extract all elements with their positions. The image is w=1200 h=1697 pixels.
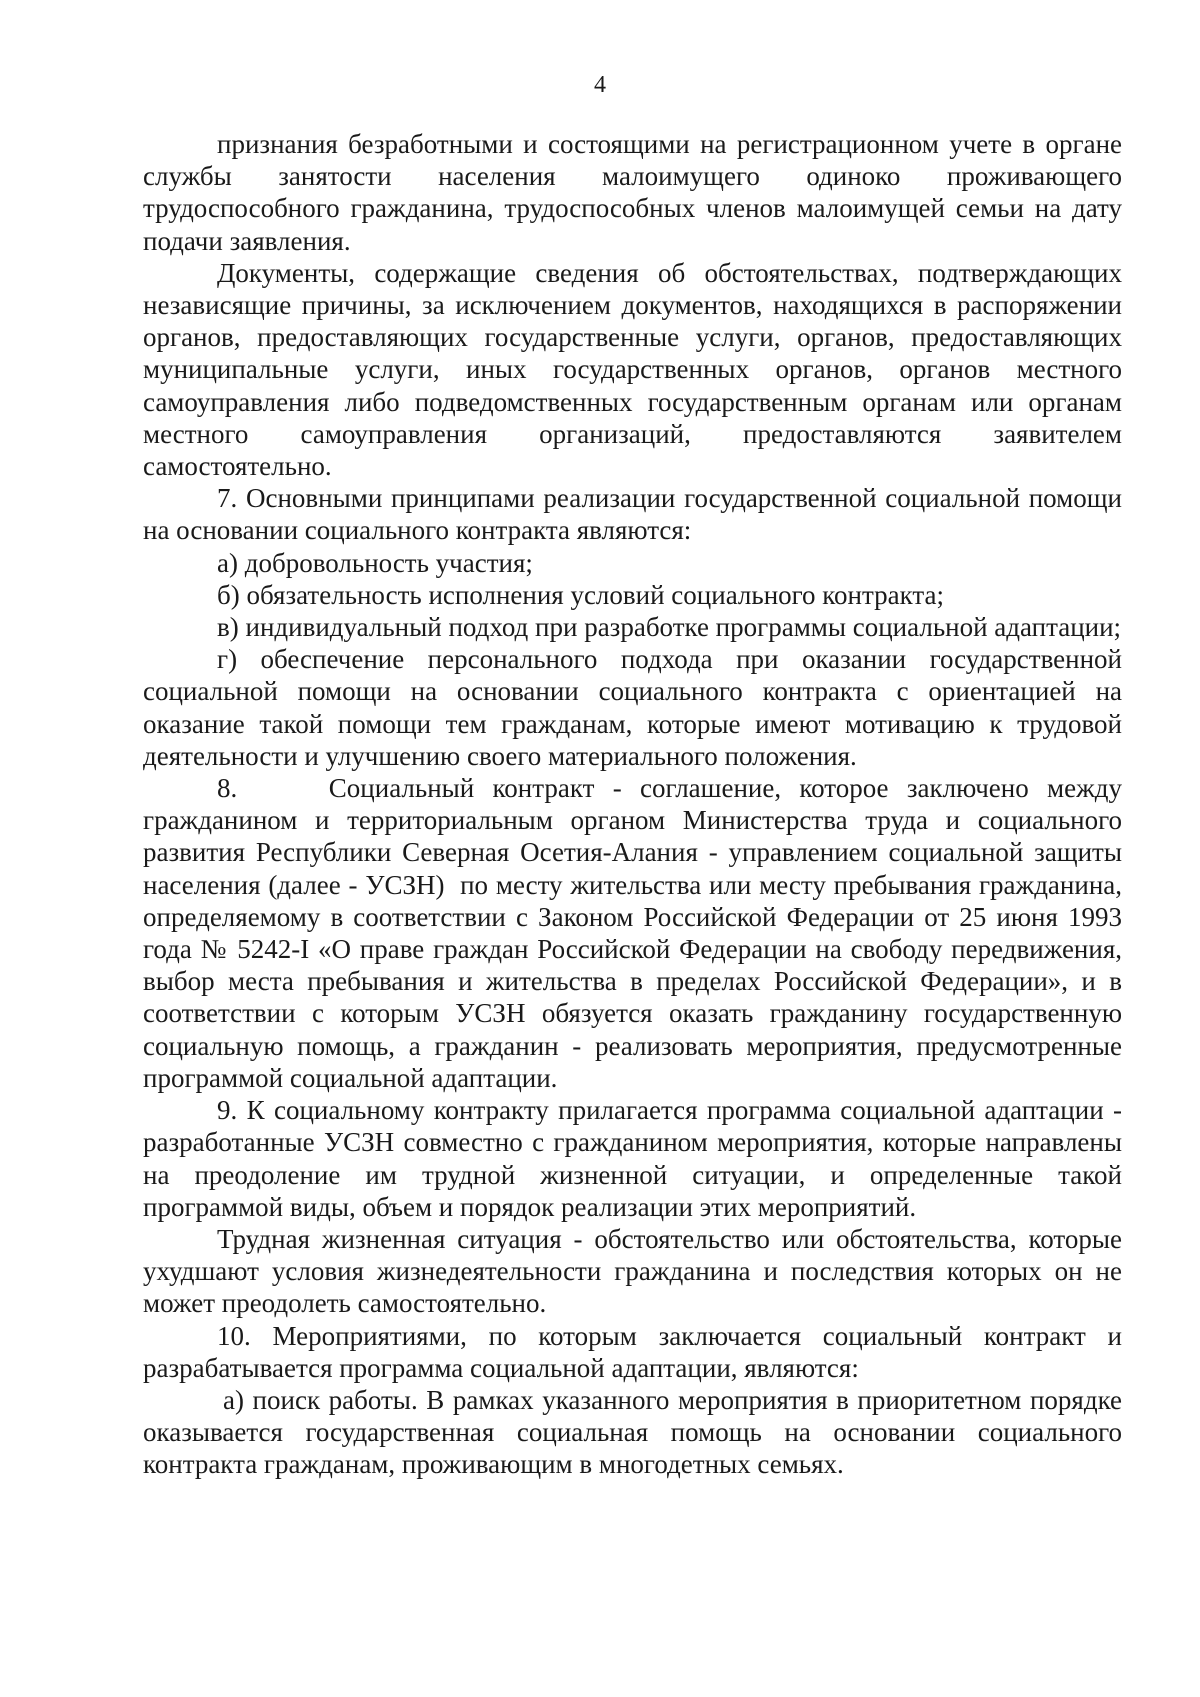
paragraph-difficult-situation: Трудная жизненная ситуация - обстоятельство или обстоятельства, которые ухудшают условия жизнедеятельности гражданина и последствия которых он не может преодолеть самостоятельно. [143,1223,1122,1319]
paragraph-section-7: 7. Основными принципами реализации государственной социальной помощи на основании социального контракта являются: [143,483,1122,546]
paragraph-documents: Документы, содержащие сведения об обстоятельствах, подтверждающих независящие причины, за исключением документов, находящихся в распоряжении органов, предоставляющих государственные услуги, органов, предоставляющих муниципальные услуги, иных государственных органов, органов местного самоуправления либо подведомственных государственным органам или органам местного самоуправления организаций, предоставляются заявителем самостоятельно. [143,257,1122,482]
document-body [143,128,1122,1481]
paragraph-unemployment-registration: признания безработными и состоящими на регистрационном учете в органе службы занятости населения малоимущего одиноко проживающего трудоспособного гражданина, трудоспособных членов малоимущей семьи на дату подачи заявления. [143,129,1122,256]
paragraph-section-9: 9. К социальному контракту прилагается программа социальной адаптации - разработанные УСЗН совместно с гражданином мероприятия, которые направлены на преодоление им трудной жизненной ситуации, и определенные такой программой виды, объем и порядок реализации этих мероприятий. [143,1095,1122,1222]
list-item-10a: а) поиск работы. В рамках указанного мероприятия в приоритетном порядке оказывается государственная социальная помощь на основании социального контракта гражданам, проживающим в многодетных семьях. [143,1384,1122,1480]
list-item-7b: б) обязательность исполнения условий социального контракта; [217,579,944,610]
page-number: 4 [594,72,606,98]
list-item-7g: г) обеспечение персонального подхода при оказании государственной социальной помощи на основании социального контракта с ориентацией на оказание такой помощи тем гражданам, которые имеют мотивацию к трудовой деятельности и улучшению своего материального положения. [143,644,1122,771]
list-item-7a: а) добровольность участия; [217,547,533,578]
paragraph-section-10: 10. Мероприятиями, по которым заключается социальный контракт и разрабатывается программа социальной адаптации, являются: [143,1320,1122,1383]
paragraph-section-8: 8. Социальный контракт - соглашение, которое заключено между гражданином и территориальным органом Министерства труда и социального развития Республики Северная Осетия-Алания - управлением социальной защиты населения (далее - УСЗН) по месту жительства или месту пребывания гражданина, определяемому в соответствии с Законом Российской Федерации от 25 июня 1993 года № 5242-I «О праве граждан Российской Федерации на свободу передвижения, выбор места пребывания и жительства в пределах Российской Федерации», и в соответствии с которым УСЗН обязуется оказать гражданину государственную социальную помощь, а гражданин - реализовать мероприятия, предусмотренные программой социальной адаптации. [143,773,1122,1093]
list-item-7v: в) индивидуальный подход при разработке программы социальной адаптации; [217,612,1122,643]
